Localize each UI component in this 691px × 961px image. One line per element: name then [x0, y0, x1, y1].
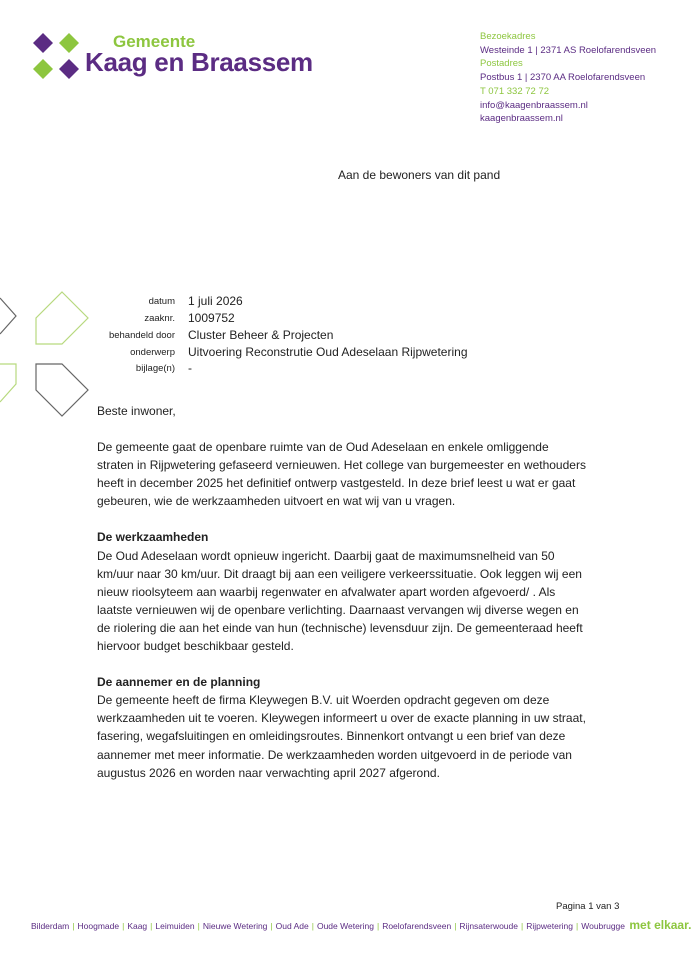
footer-place: Kaag — [127, 921, 148, 931]
footer-place: Oude Wetering — [316, 921, 374, 931]
visit-address-label: Bezoekadres — [480, 31, 536, 42]
section-heading-works: De werkzaamheden — [97, 530, 209, 545]
footer-place: Bilderdam — [31, 921, 70, 931]
post-address: Postbus 1 | 2370 AA Roelofarendsveen — [480, 72, 646, 84]
letter-body — [97, 402, 587, 782]
phone-number: T 071 332 72 72 — [480, 85, 550, 97]
page-number: Pagina 1 van 3 — [556, 901, 620, 912]
intro-paragraph: De gemeente gaat de openbare ruimte van de Oud Adeselaan en enkele omliggende straten in Rijpwetering gefaseerd vernieuwen. Het college van burgemeester en wethouders heeft in december 2025 het definitief ontwerp vastgesteld. In deze brief leest u wat er gaat gebeuren, wie de werkzaamheden uitvoert en wat wij van u vragen. — [97, 440, 586, 509]
meta-value-case-number: 1009752 — [188, 311, 235, 325]
salutation: Beste inwoner, — [97, 404, 176, 418]
meta-label-subject: onderwerp — [130, 347, 175, 358]
footer-places: Bilderdam | Hoogmade | Kaag | Leimuiden | Nieuwe Wetering | Oud Ade | Oude Wetering | Roelofarendsveen | Rijnsaterwoude | Rijpwetering | Woubrugge met elkaar. — [31, 918, 691, 932]
logo-mark-icon — [31, 31, 81, 81]
footer-place: Nieuwe Wetering — [202, 921, 268, 931]
footer-place: Rijpwetering — [526, 921, 573, 931]
logo-line-1: Gemeente — [113, 32, 196, 51]
section-text-works: De Oud Adeselaan wordt opnieuw ingericht. Daarbij gaat de maximumsnelheid van 50 km/uur naar 30 km/uur. Dit draagt bij aan een veiligere verkeerssituatie. Ook leggen wij een nieuw rioolsyteem aan waarbij regenwater en afvalwater apart worden afgevoerd/ . Als laatste vernieuwen wij de openbare verlichting. Daarnaast vervangen wij diverse wegen en de riolering die aan het einde van hun (technische) levensduur zijn. De gemeenteraad heeft hiervoor budget beschikbaar gesteld. — [97, 548, 583, 654]
visit-address: Westeinde 1 | 2371 AS Roelofarendsveen — [480, 44, 657, 56]
address-block — [480, 30, 656, 126]
post-address-label: Postadres — [480, 58, 523, 70]
logo-line-2: Kaag en Braassem — [85, 47, 313, 77]
footer-place: Oud Ade — [275, 921, 309, 931]
footer-place: Hoogmade — [77, 921, 120, 931]
meta-value-attachments: - — [188, 361, 192, 375]
meta-label-case-number: zaaknr. — [144, 313, 175, 324]
meta-label-date: datum — [148, 296, 175, 307]
footer-place: Woubrugge — [581, 921, 626, 931]
recipient-line: Aan de bewoners van dit pand — [338, 168, 501, 182]
municipality-logo — [31, 31, 321, 83]
footer-place: Rijnsaterwoude — [459, 921, 518, 931]
meta-value-date: 1 juli 2026 — [188, 294, 243, 308]
section-text-contractor: De gemeente heeft de firma Kleywegen B.V. uit Woerden opdracht gegeven om deze werkzaamheden uit te voeren. Kleywegen informeert u over de exacte planning in uw straat, fasering, wegafsluitingen en omleidingsroutes. Binnenkort ontvangt u een brief van deze aannemer met meer informatie. De werkzaamheden worden uitgevoerd in de periode van augustus 2026 en worden naar verwachting april 2027 afgerond. — [97, 693, 586, 780]
meta-label-attachments: bijlage(n) — [135, 363, 175, 374]
meta-label-handled-by: behandeld door — [108, 330, 175, 341]
footer-place: Roelofarendsveen — [382, 921, 452, 931]
decorative-diamonds-icon — [0, 288, 96, 428]
website[interactable]: kaagenbraassem.nl — [480, 113, 563, 125]
email-address[interactable]: info@kaagenbraassem.nl — [480, 99, 588, 111]
footer-place: Leimuiden — [155, 921, 195, 931]
section-heading-contractor: De aannemer en de planning — [97, 675, 261, 690]
meta-value-handled-by: Cluster Beheer & Projecten — [188, 328, 334, 342]
footer-motto: met elkaar. — [629, 918, 691, 932]
meta-value-subject: Uitvoering Reconstrutie Oud Adeselaan Rijpwetering — [188, 345, 468, 359]
